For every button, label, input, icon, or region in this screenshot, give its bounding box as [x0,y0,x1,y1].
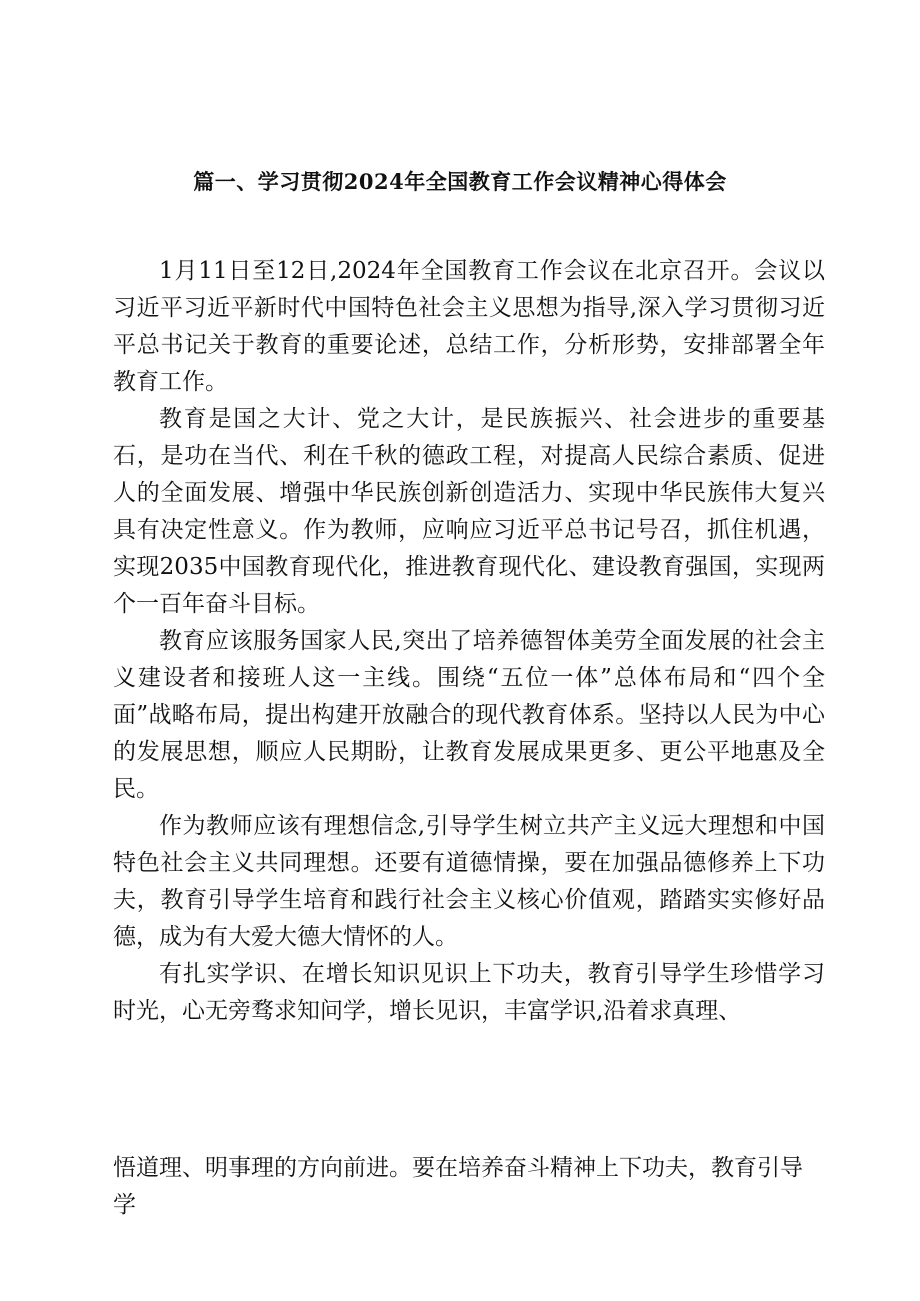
paragraph-4: 作为教师应该有理想信念,引导学生树立共产主义远大理想和中国特色社会主义共同理想。还要有道德情操，要在加强品德修养上下功夫，教育引导学生培育和践行社会主义核心价值观，踏踏实实修好品德，成为有大爱大德大情怀的人。 [113,813,825,950]
document-title: 篇一、学习贯彻2024年全国教育工作会议精神心得体会 [193,169,727,194]
document-body [113,253,825,1030]
paragraph-5: 有扎实学识、在增长知识见识上下功夫，教育引导学生珍惜学习时光，心无旁骛求知问学，增长见识，丰富学识,沿着求真理、 [113,961,825,1024]
paragraph-continuation: 悟道理、明事理的方向前进。要在培养奋斗精神上下功夫，教育引导学 [113,1155,803,1218]
paragraph-1: 1月11日至12日,2024年全国教育工作会议在北京召开。会议以习近平习近平新时代中国特色社会主义思想为指导,深入学习贯彻习近平总书记关于教育的重要论述，总结工作，分析形势，安排部署全年教育工作。 [113,258,825,395]
paragraph-2: 教育是国之大计、党之大计，是民族振兴、社会进步的重要基石，是功在当代、利在千秋的德政工程，对提高人民综合素质、促进人的全面发展、增强中华民族创新创造活力、实现中华民族伟大复兴具有决定性意义。作为教师，应响应习近平总书记号召，抓住机遇，实现2035中国教育现代化，推进教育现代化、建设教育强国，实现两个一百年奋斗目标。 [113,406,825,617]
paragraph-3: 教育应该服务国家人民,突出了培养德智体美劳全面发展的社会主义建设者和接班人这一主线。围绕“五位一体”总体布局和“四个全面”战略布局，提出构建开放融合的现代教育体系。坚持以人民为中心的发展思想，顺应人民期盼，让教育发展成果更多、更公平地惠及全民。 [113,628,825,802]
